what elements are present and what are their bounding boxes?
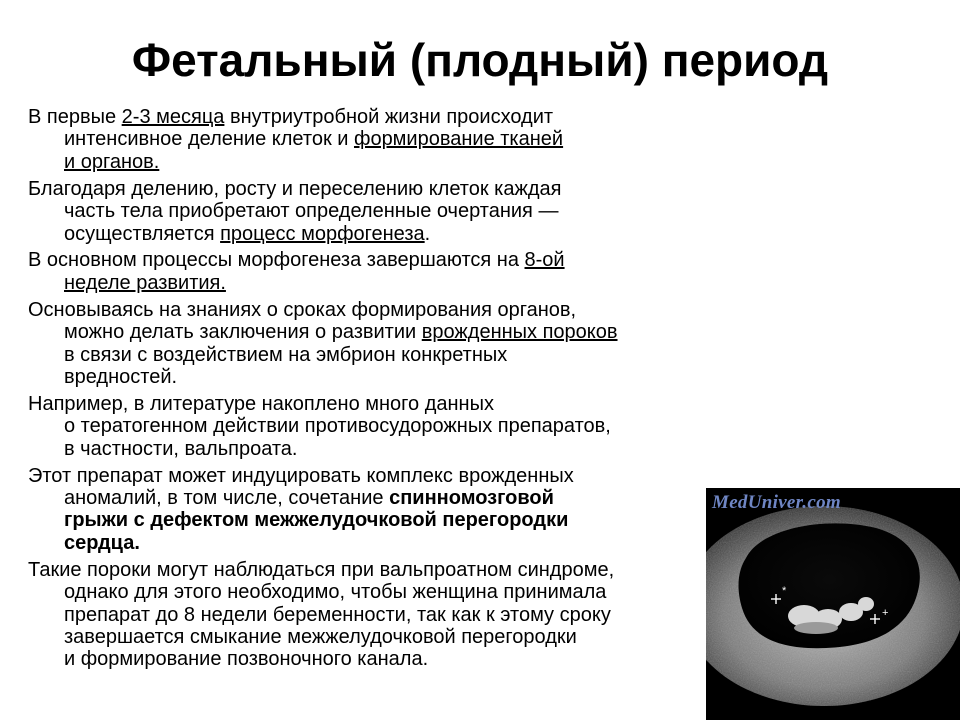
text-line (28, 559, 728, 581)
text-segment: осуществляется (64, 222, 221, 245)
text-line (28, 151, 728, 173)
text-line (28, 438, 728, 460)
text-segment: вредностей. (64, 365, 178, 388)
text-line (28, 223, 728, 245)
text-segment: в частности, вальпроата. (64, 437, 298, 460)
text-segment: в связи с воздействием на эмбрион конкретных (64, 343, 508, 366)
text-line (28, 344, 728, 366)
text-line (28, 487, 728, 509)
text-line (28, 321, 728, 343)
paragraph (28, 249, 728, 294)
text-line (28, 648, 728, 670)
text-segment: Основываясь на знаниях о сроках формирования органов, (28, 298, 577, 321)
ultrasound-image (706, 488, 960, 720)
text-line (28, 626, 728, 648)
text-line (28, 465, 728, 487)
paragraph (28, 393, 728, 460)
underlined-term: и органов. (64, 150, 160, 173)
paragraph (28, 106, 728, 173)
text-segment: аномалий, в том числе, сочетание (64, 487, 390, 509)
text-line (28, 604, 728, 626)
text-line (28, 200, 728, 222)
bold-term: спинномозговой (389, 487, 554, 509)
bold-term: грыжи с дефектом межжелудочковой перегородки (64, 509, 569, 532)
underlined-term: 8-ой (524, 249, 565, 272)
text-segment: завершается смыкание межжелудочковой перегородки (64, 625, 577, 648)
bold-term: сердца. (64, 531, 140, 554)
text-segment: Например, в литературе накоплено много данных (28, 392, 494, 415)
paragraph (28, 299, 728, 389)
text-line (28, 249, 728, 271)
text-segment: можно делать заключения о развитии (64, 321, 422, 344)
paragraph (28, 559, 728, 671)
text-segment: часть тела приобретают определенные очертания — (64, 200, 559, 223)
text-line (28, 106, 728, 128)
marker-label-start: * (782, 585, 787, 597)
body-text (28, 106, 728, 675)
underlined-term: врожденных пороков (421, 321, 618, 344)
text-line (28, 415, 728, 437)
text-line (28, 366, 728, 388)
text-segment: Этот препарат может индуцировать комплекс врожденных (28, 464, 574, 487)
ultrasound-scan (706, 488, 960, 720)
text-line (28, 532, 728, 554)
watermark-logo: MedUniver.com (712, 492, 841, 513)
underlined-term: неделе развития. (64, 271, 226, 294)
slide-title: Фетальный (плодный) период (131, 34, 829, 86)
text-line (28, 128, 728, 150)
text-segment: о тератогенном действии противосудорожных препаратов, (64, 415, 611, 438)
paragraph (28, 178, 728, 245)
text-line (28, 178, 728, 200)
underlined-term: 2-3 месяца (121, 106, 225, 128)
text-line (28, 299, 728, 321)
text-segment: В первые (28, 106, 122, 128)
text-line (28, 581, 728, 603)
text-segment: Благодаря делению, росту и переселению клеток каждая (28, 177, 562, 200)
underlined-term: формирование тканей (353, 128, 564, 151)
paragraph (28, 465, 728, 555)
text-segment: . (424, 222, 431, 245)
text-segment: и формирование позвоночного канала. (64, 648, 429, 671)
text-line (28, 509, 728, 531)
text-segment: однако для этого необходимо, чтобы женщина принимала (64, 581, 607, 604)
text-segment: внутриутробной жизни происходит (224, 106, 554, 128)
marker-label-end: + (882, 607, 889, 619)
underlined-term: процесс морфогенеза (220, 222, 425, 245)
text-segment: интенсивное деление клеток и (64, 128, 354, 151)
text-segment: Такие пороки могут наблюдаться при вальпроатном синдроме, (28, 558, 615, 581)
text-segment: В основном процессы морфогенеза завершаются на (28, 249, 525, 272)
text-segment: препарат до 8 недели беременности, так как к этому сроку (64, 603, 611, 626)
text-line (28, 272, 728, 294)
text-line (28, 393, 728, 415)
